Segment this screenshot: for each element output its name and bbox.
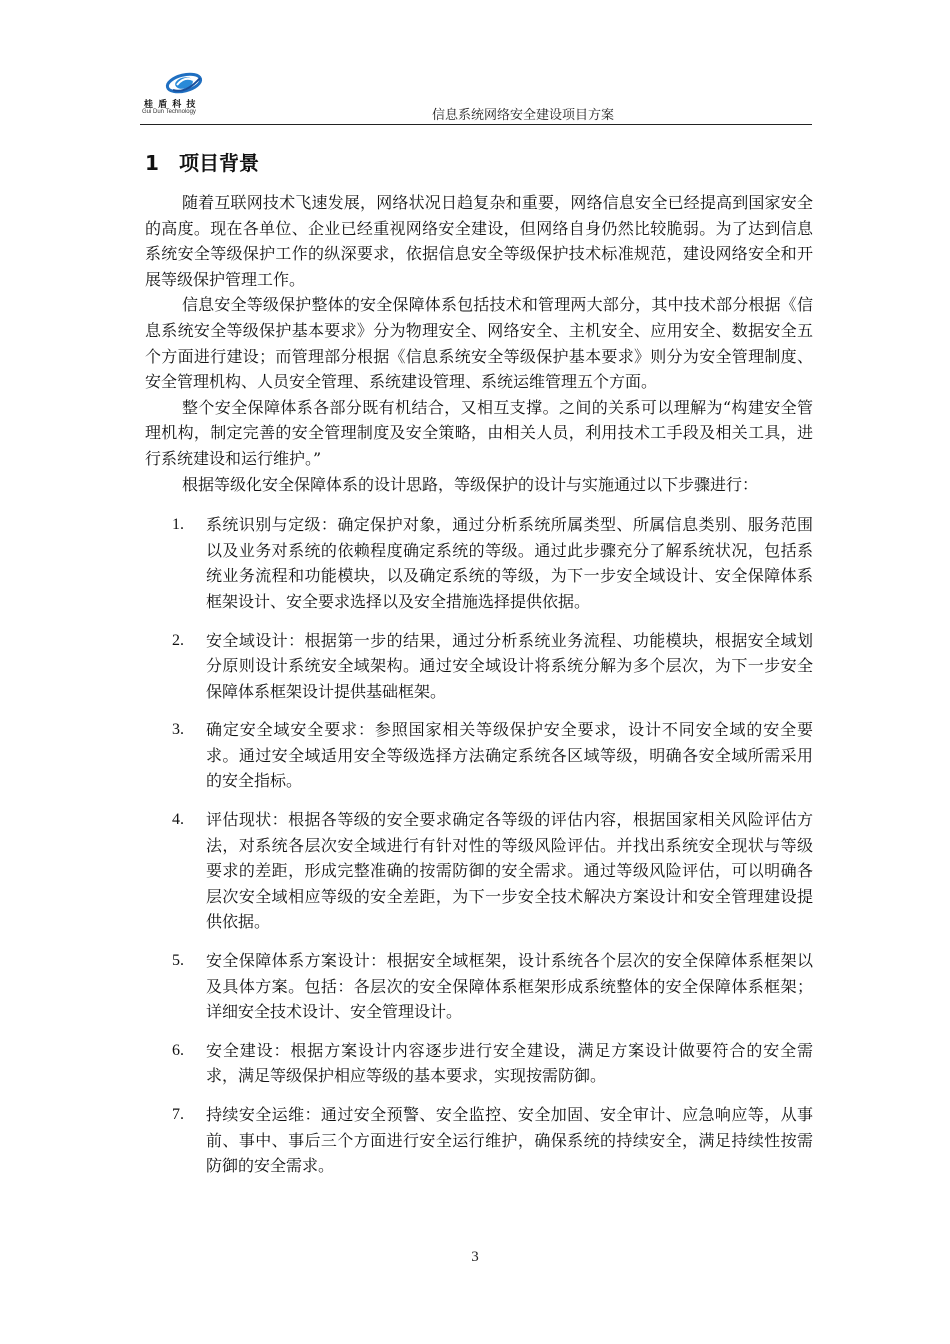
section-number: 1 — [145, 151, 159, 175]
list-item-text: 安全域设计：根据第一步的结果，通过分析系统业务流程、功能模块，根据安全域划分原则设计系统安全域架构。通过安全域设计将系统分解为多个层次，为下一步安全保障体系框架设计提供基础框架。 — [206, 630, 813, 701]
list-item-text: 持续安全运维：通过安全预警、安全监控、安全加固、安全审计、应急响应等，从事前、事中、事后三个方面进行安全运行维护，确保系统的持续安全，满足持续性按需防御的安全需求。 — [206, 1105, 813, 1176]
company-logo — [140, 70, 220, 122]
list-item — [145, 948, 813, 1025]
list-item-number: 1. — [172, 516, 184, 534]
list-item — [145, 628, 813, 705]
list-item-number: 4. — [172, 811, 184, 829]
list-item-number: 3. — [172, 721, 184, 739]
list-item — [145, 1102, 813, 1179]
list-item — [145, 807, 813, 935]
paragraph: 根据等级化安全保障体系的设计思路，等级保护的设计与实施通过以下步骤进行： — [182, 474, 759, 494]
logo-english-text: Gui Dun Technology — [142, 109, 196, 115]
logo-chinese-text: 桂 盾 科 技 — [144, 100, 197, 110]
list-item — [145, 512, 813, 614]
list-item-text: 安全建设：根据方案设计内容逐步进行安全建设，满足方案设计做要符合的安全需求，满足等级保护相应等级的基本要求，实现按需防御。 — [206, 1040, 813, 1086]
list-item-number: 7. — [172, 1106, 184, 1123]
paragraph: 随着互联网技术飞速发展，网络状况日趋复杂和重要，网络信息安全已经提高到国家安全的高度。现在各单位、企业已经重视网络安全建设，但网络自身仍然比较脆弱。为了达到信息系统安全等级保护工作的纵深要求，依据信息安全等级保护技术标准规范，建设网络安全和开展等级保护管理工作。 — [145, 193, 813, 289]
list-item-text: 确定安全域安全要求：参照国家相关等级保护安全要求，设计不同安全域的安全要求。通过安全域适用安全等级选择方法确定系统各区域等级，明确各安全域所需采用的安全指标。 — [206, 720, 813, 791]
page-number: 3 — [471, 1249, 479, 1265]
list-item-number: 2. — [172, 631, 184, 649]
list-item-text: 系统识别与定级：确定保护对象，通过分析系统所属类型、所属信息类别、服务范围以及业务对系统的依赖程度确定系统的等级。通过此步骤充分了解系统状况，包括系统业务流程和功能模块，以及确定系统的等级，为下一步安全域设计、安全保障体系框架设计、安全要求选择以及安全措施选择提供依据。 — [206, 515, 813, 611]
list-item — [145, 1038, 813, 1089]
steps-list — [145, 512, 813, 1179]
list-item-number: 5. — [172, 952, 184, 970]
list-item-text: 评估现状：根据各等级的安全要求确定各等级的评估内容，根据国家相关风险评估方法，对系统各层次安全域进行有针对性的等级风险评估。并找出系统安全现状与等级要求的差距，形成完整准确的按需防御的安全需求。通过等级风险评估，可以明确各层次安全域相应等级的安全差距，为下一步安全技术解决方案设计和安全管理建设提供依据。 — [206, 810, 813, 932]
paragraph: 信息安全等级保护整体的安全保障体系包括技术和管理两大部分，其中技术部分根据《信息系统安全等级保护基本要求》分为物理安全、网络安全、主机安全、应用安全、数据安全五个方面进行建设；而管理部分根据《信息系统安全等级保护基本要求》则分为安全管理制度、安全管理机构、人员安全管理、系统建设管理、系统运维管理五个方面。 — [145, 295, 813, 392]
paragraph: 整个安全保障体系各部分既有机结合，又相互支撑。之间的关系可以理解为“构建安全管理机构，制定完善的安全管理制度及安全策略，由相关人员，利用技术工手段及相关工具，进行系统建设和运行维护。” — [145, 397, 813, 468]
section-title-text: 项目背景 — [179, 151, 259, 175]
document-body — [145, 148, 813, 1192]
list-item-number: 6. — [172, 1041, 184, 1059]
list-item — [145, 717, 813, 794]
list-item-text: 安全保障体系方案设计：根据安全域框架，设计系统各个层次的安全保障体系框架以及具体方案。包括：各层次的安全保障体系框架形成系统整体的安全保障体系框架；详细安全技术设计、安全管理设计。 — [206, 951, 813, 1022]
header-title: 信息系统网络安全建设项目方案 — [431, 108, 614, 123]
logo-emblem-icon — [140, 70, 220, 98]
page-header — [140, 70, 812, 125]
section-heading — [145, 148, 813, 178]
